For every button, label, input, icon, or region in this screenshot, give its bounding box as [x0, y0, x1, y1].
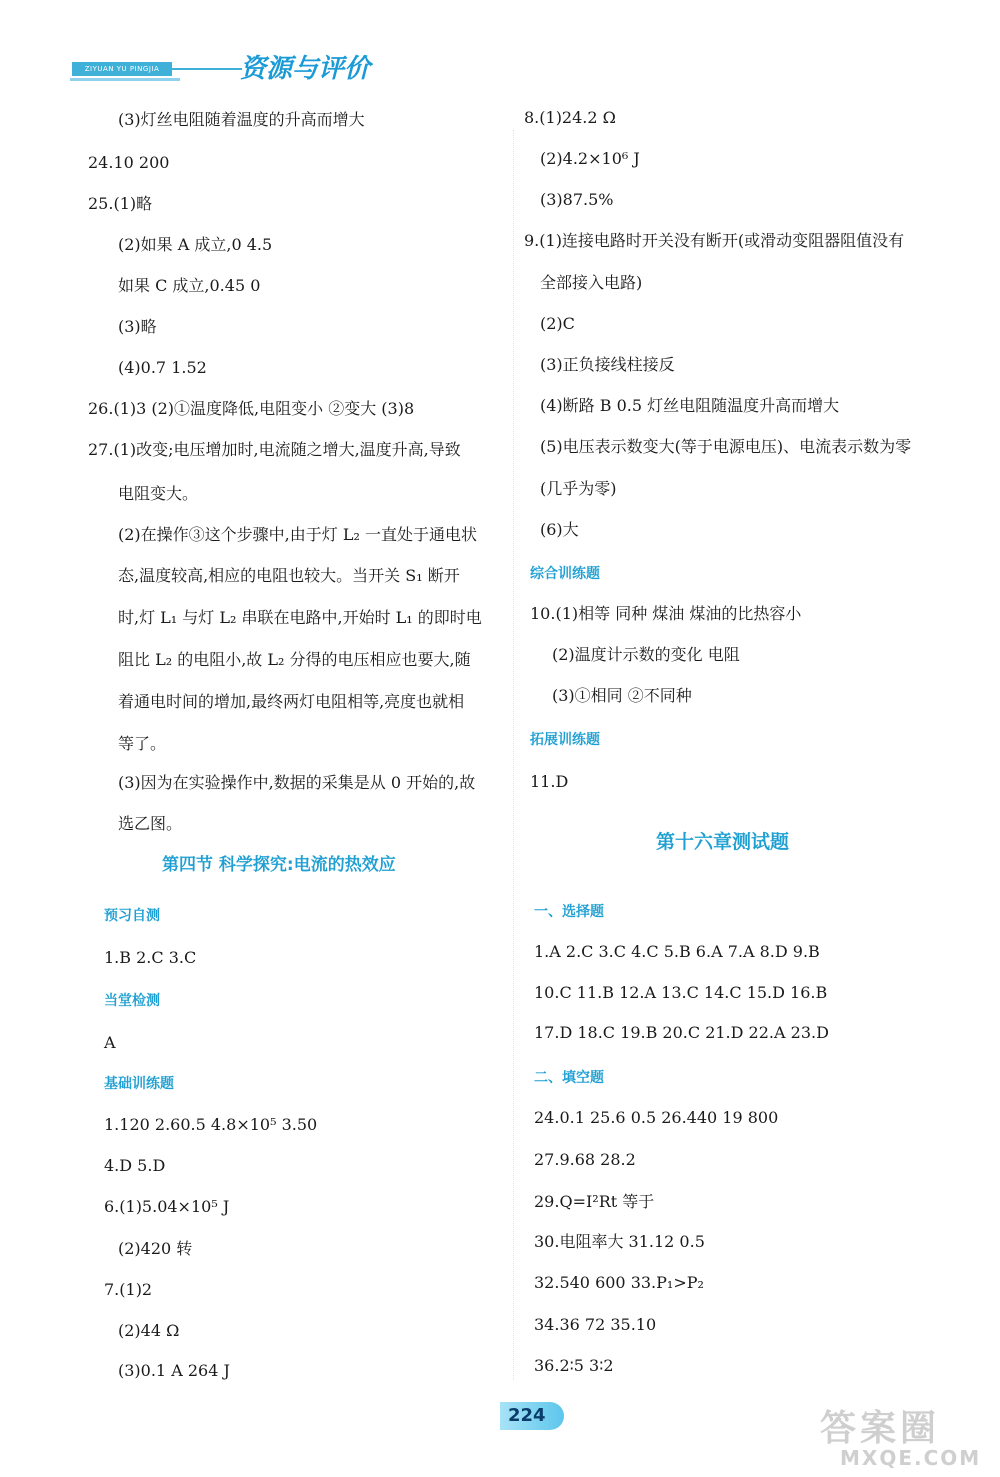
watermark-text: 答案圈 [820, 1408, 941, 1449]
answer-line: 29.Q=I²Rt 等于 [534, 1192, 655, 1211]
answer-line: (2)C [540, 314, 575, 333]
subsection-heading: 综合训练题 [530, 566, 600, 582]
answer-line: 26.(1)3 (2)①温度降低,电阻变小 ②变大 (3)8 [88, 399, 415, 418]
watermark-logo [820, 1400, 990, 1472]
answer-line: 30.电阻率大 31.12 0.5 [534, 1232, 705, 1251]
answer-line: 1.B 2.C 3.C [104, 948, 197, 967]
subsection-heading: 预习自测 [104, 908, 160, 924]
answer-line: (5)电压表示数变大(等于电源电压)、电流表示数为零 [540, 437, 912, 456]
answer-line: (3)①相同 ②不同种 [552, 686, 692, 705]
answer-line: 11.D [530, 772, 569, 791]
subsection-heading: 当堂检测 [104, 993, 160, 1009]
answer-line: 32.540 600 33.P₁>P₂ [534, 1273, 704, 1292]
answer-line: (几乎为零) [540, 479, 617, 498]
answer-line: 电阻变大。 [118, 484, 199, 503]
answer-line: 27.(1)改变;电压增加时,电流随之增大,温度升高,导致 [88, 440, 461, 459]
answer-line: 6.(1)5.04×10⁵ J [104, 1197, 230, 1216]
answer-line: 36.2∶5 3∶2 [534, 1356, 614, 1375]
answer-line: (2)如果 A 成立,0 4.5 [118, 235, 273, 254]
answer-line: (6)大 [540, 520, 579, 539]
answer-line: (3)0.1 A 264 J [118, 1361, 230, 1380]
answer-line: 1.A 2.C 3.C 4.C 5.B 6.A 7.A 8.D 9.B [534, 942, 820, 961]
answer-line: 17.D 18.C 19.B 20.C 21.D 22.A 23.D [534, 1023, 829, 1042]
header-title: 资源与评价 [240, 54, 371, 84]
answer-line: (3)灯丝电阻随着温度的升高而增大 [118, 110, 365, 129]
answer-line: (4)0.7 1.52 [118, 358, 207, 377]
answer-line: (2)44 Ω [118, 1321, 180, 1340]
subsection-heading: 拓展训练题 [530, 732, 600, 748]
answer-line: (2)420 转 [118, 1239, 193, 1258]
header-pinyin: ZIYUAN YU PINGJIA [72, 62, 172, 76]
answer-line: 如果 C 成立,0.45 0 [118, 276, 261, 295]
answer-line: 24.10 200 [88, 153, 170, 172]
answer-line: (3)因为在实验操作中,数据的采集是从 0 开始的,故 [118, 773, 476, 792]
answer-line: 4.D 5.D [104, 1156, 166, 1175]
subsection-heading: 基础训练题 [104, 1076, 174, 1092]
answer-line: (3)正负接线柱接反 [540, 355, 675, 374]
watermark-url: MXQE.COM [840, 1446, 982, 1470]
answer-line: (3)87.5% [540, 190, 614, 209]
answer-line: (2)4.2×10⁶ J [540, 149, 640, 168]
header-stripe [70, 78, 180, 81]
answer-line: 时,灯 L₁ 与灯 L₂ 串联在电路中,开始时 L₁ 的即时电 [118, 608, 482, 627]
answer-line: 着通电时间的增加,最终两灯电阻相等,亮度也就相 [118, 692, 465, 711]
answer-line: 9.(1)连接电路时开关没有断开(或滑动变阻器阻值没有 [524, 231, 905, 250]
chapter-title: 第十六章测试题 [656, 831, 790, 853]
page-number: 224 [500, 1402, 564, 1430]
answer-line: (3)略 [118, 317, 157, 336]
answer-line: 选乙图。 [118, 814, 183, 833]
answer-line: 全部接入电路) [540, 273, 643, 292]
header-arrow-line [172, 68, 242, 70]
answer-line: 态,温度较高,相应的电阻也较大。当开关 S₁ 断开 [118, 566, 460, 585]
section-title: 第四节 科学探究:电流的热效应 [162, 855, 396, 875]
answer-line: (2)在操作③这个步骤中,由于灯 L₂ 一直处于通电状 [118, 525, 477, 544]
subsection-heading: 一、选择题 [534, 904, 604, 920]
answer-line: (4)断路 B 0.5 灯丝电阻随温度升高而增大 [540, 396, 840, 415]
answer-line: (2)温度计示数的变化 电阻 [552, 645, 740, 664]
answer-line: 10.(1)相等 同种 煤油 煤油的比热容小 [530, 604, 802, 623]
answer-line: 24.0.1 25.6 0.5 26.440 19 800 [534, 1108, 779, 1127]
answer-line: 34.36 72 35.10 [534, 1315, 657, 1334]
answer-line: 7.(1)2 [104, 1280, 153, 1299]
answer-line: 27.9.68 28.2 [534, 1150, 636, 1169]
answer-line: 等了。 [118, 734, 167, 753]
page-header [70, 44, 370, 84]
answer-line: 阻比 L₂ 的电阻小,故 L₂ 分得的电压相应也要大,随 [118, 650, 471, 669]
answer-line: 25.(1)略 [88, 194, 153, 213]
column-divider [513, 130, 515, 1380]
subsection-heading: 二、填空题 [534, 1070, 604, 1086]
answer-line: 8.(1)24.2 Ω [524, 108, 616, 127]
answer-line: 1.120 2.60.5 4.8×10⁵ 3.50 [104, 1115, 318, 1134]
answer-line: A [104, 1033, 116, 1052]
answer-line: 10.C 11.B 12.A 13.C 14.C 15.D 16.B [534, 983, 828, 1002]
